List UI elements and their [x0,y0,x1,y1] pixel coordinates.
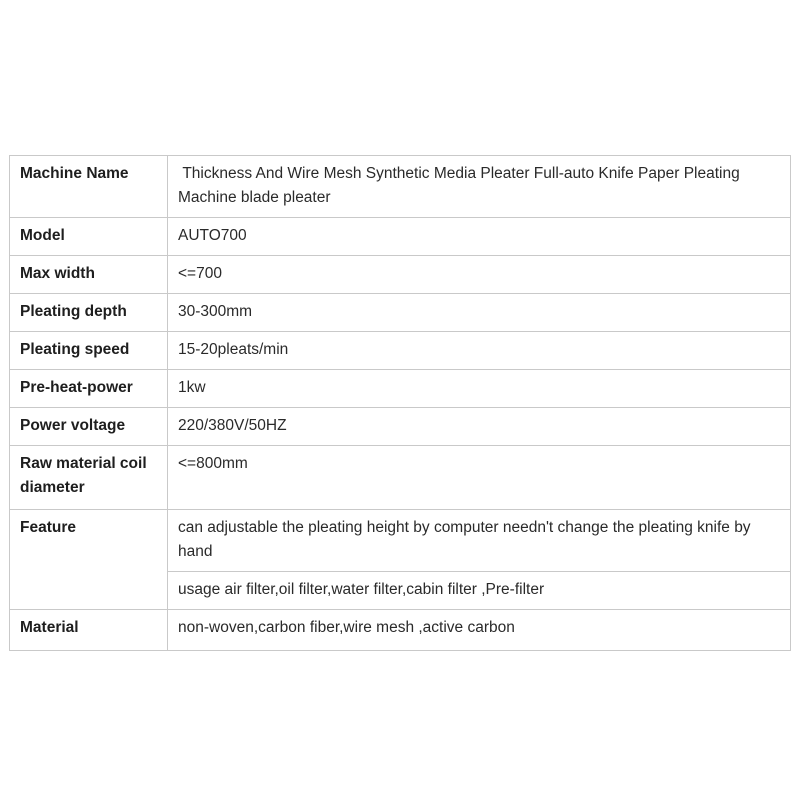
row-value-max-width: <=700 [168,256,791,294]
row-value-machine-name: Thickness And Wire Mesh Synthetic Media Pleater Full-auto Knife Paper Pleating Machine blade pleater [168,156,791,218]
row-value-pleating-speed: 15-20pleats/min [168,332,791,370]
table-row [10,610,791,651]
row-value-feature-2: usage air filter,oil filter,water filter,cabin filter ,Pre-filter [168,572,791,610]
row-value-raw-material-coil-diameter: <=800mm [168,446,791,510]
row-value-material: non-woven,carbon fiber,wire mesh ,active carbon [168,610,791,651]
table-row [10,294,791,332]
row-label-machine-name: Machine Name [10,156,168,218]
table-row [10,156,791,218]
row-label-model: Model [10,218,168,256]
row-value-pleating-depth: 30-300mm [168,294,791,332]
row-label-pleating-depth: Pleating depth [10,294,168,332]
row-value-power-voltage: 220/380V/50HZ [168,408,791,446]
row-label-power-voltage: Power voltage [10,408,168,446]
row-label-pre-heat-power: Pre-heat-power [10,370,168,408]
table-row [10,332,791,370]
row-label-max-width: Max width [10,256,168,294]
row-value-model: AUTO700 [168,218,791,256]
table-row [10,446,791,510]
spec-table [9,155,791,651]
row-label-feature: Feature [10,510,168,610]
table-row [10,408,791,446]
row-value-pre-heat-power: 1kw [168,370,791,408]
row-label-raw-material-coil-diameter: Raw material coil diameter [10,446,168,510]
row-label-material: Material [10,610,168,651]
row-label-pleating-speed: Pleating speed [10,332,168,370]
table-row [10,370,791,408]
row-value-feature-1: can adjustable the pleating height by computer needn't change the pleating knife by hand [168,510,791,572]
table-row [10,218,791,256]
table-row [10,510,791,572]
table-row [10,256,791,294]
